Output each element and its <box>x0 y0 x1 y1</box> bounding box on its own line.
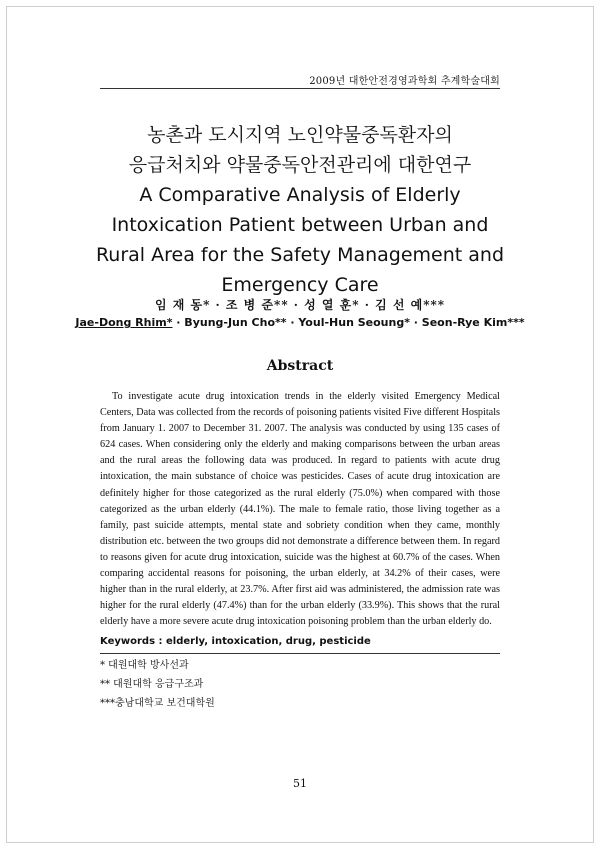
footnote-affiliation-3: ***충남대학교 보건대학원 <box>100 698 215 709</box>
title-block <box>60 120 540 300</box>
footnote-affiliation-2: ** 대원대학 응급구조과 <box>100 679 204 690</box>
authors-english <box>0 316 600 329</box>
keywords: Keywords : elderly, intoxication, drug, pesticide <box>100 636 371 647</box>
running-header: 2009년 대한안전경영과학회 추계학술대회 <box>309 76 500 87</box>
abstract-heading: Abstract <box>266 358 334 374</box>
page-number: 51 <box>293 777 307 790</box>
title-english-line-4: Emergency Care <box>221 274 379 296</box>
header-rule <box>100 88 500 89</box>
footnote-rule <box>100 653 500 654</box>
footnote-affiliation-1: * 대원대학 방사선과 <box>100 660 189 671</box>
title-korean-line-2: 응급처치와 약물중독안전관리에 대한연구 <box>128 154 472 176</box>
title-english-line-2: Intoxication Patient between Urban and <box>111 214 489 236</box>
authors-korean: 임 재 동* · 조 병 준** · 성 열 훈* · 김 선 예*** <box>154 298 446 312</box>
footnotes <box>100 656 215 713</box>
title-korean-line-1: 농촌과 도시지역 노인약물중독환자의 <box>147 124 453 146</box>
first-author-english: Jae-Dong Rhim* <box>75 316 173 329</box>
abstract-body: To investigate acute drug intoxication trends in the elderly visited Emergency Medical Centers, Data was collected from the records of poisoning patients visited Five different Hospitals from January 1. 2007 to December 31. 2007. The analysis was conducted by using 135 cases of 624 cases. When considering only the elderly and making comparisons between the urban areas and the rural areas the following data was produced. In regard to patients with acute drug intoxication, the main substance of choice was pesticides. Cases of acute drug intoxication are definitely higher for those categorized as the rural elderly (75.0%) when compared with those categorized as the urban elderly (44.1%). The male to female ratio, those living together as a family, past suicide attempts, mental state and sobriety condition when they came, monthly distribution etc. between the two groups did not demonstrate a difference between them. In regard to reasons given for acute drug intoxication, suicide was the highest at 60.7% of the cases. When comparing accidental reasons for poisoning, the urban elderly, at 34.2% of their cases, were higher than in the rural elderly, at 23.7%. After first aid was administered, the admission rate was higher for the rural elderly (47.4%) than for the urban elderly (33.9%). This shows that the rural elderly have a more severe acute drug intoxication poisoning problem than the urban elderly do. <box>100 391 500 628</box>
other-authors-english: · Byung-Jun Cho** · Youl-Hun Seoung* · Seon-Rye Kim*** <box>172 316 525 329</box>
title-english-line-3: Rural Area for the Safety Management and <box>95 244 505 266</box>
title-english-line-1: A Comparative Analysis of Elderly <box>139 184 461 206</box>
